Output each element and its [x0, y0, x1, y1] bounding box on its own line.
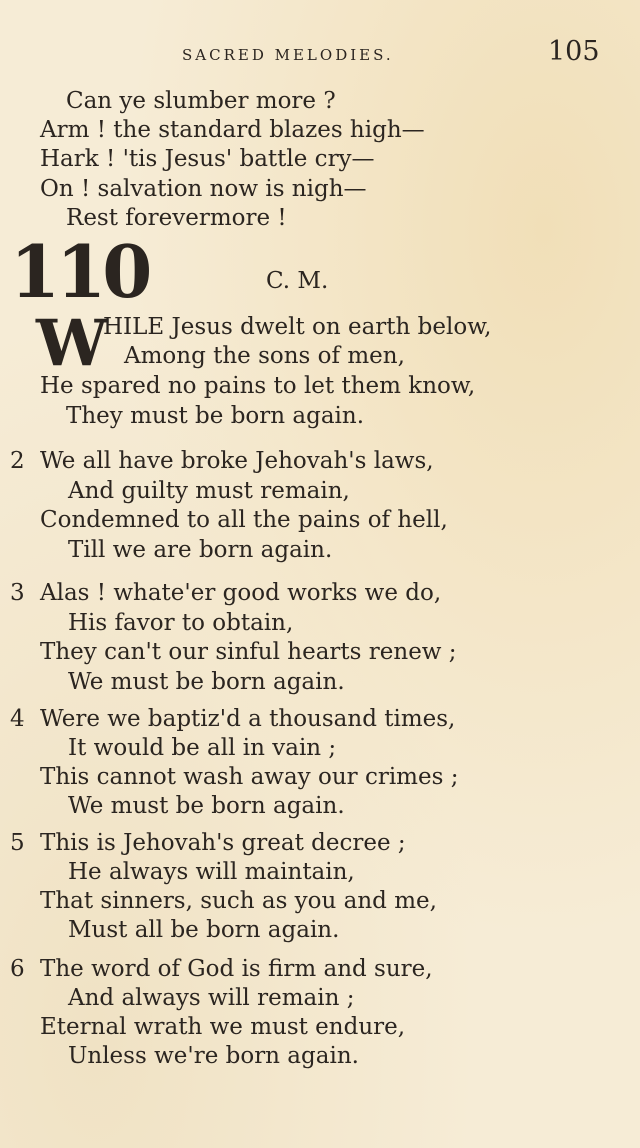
continuation-line: Rest forevermore !	[66, 205, 287, 231]
verse-line: Must all be born again.	[68, 917, 340, 943]
verse-number: 3	[10, 580, 25, 606]
continuation-line: Arm ! the standard blazes high—	[40, 117, 425, 143]
continuation-line: On ! salvation now is nigh—	[40, 176, 367, 202]
continuation-line: Hark ! 'tis Jesus' battle cry—	[40, 146, 375, 172]
verse-line: This cannot wash away our crimes ;	[40, 764, 459, 790]
verse-line: He always will maintain,	[68, 859, 355, 885]
continuation-line: Can ye slumber more ?	[66, 88, 336, 114]
page-number: 105	[548, 36, 600, 67]
verse-line: The word of God is firm and sure,	[40, 956, 433, 982]
verse-line: And guilty must remain,	[68, 478, 350, 504]
verse-line: Among the sons of men,	[124, 343, 405, 369]
verse-line: That sinners, such as you and me,	[40, 888, 437, 914]
verse-line: This is Jehovah's great decree ;	[40, 830, 406, 856]
verse-line: They must be born again.	[66, 403, 365, 429]
verse-line: It would be all in vain ;	[68, 735, 337, 761]
verse-line: We must be born again.	[68, 669, 345, 695]
verse-line: Eternal wrath we must endure,	[40, 1014, 406, 1040]
verse-line: Till we are born again.	[68, 537, 333, 563]
verse-line: He spared no pains to let them know,	[40, 373, 476, 399]
verse-number: 6	[10, 956, 25, 982]
verse-line: We all have broke Jehovah's laws,	[40, 448, 434, 474]
running-head: SACRED MELODIES.	[182, 46, 394, 64]
verse-line: Condemned to all the pains of hell,	[40, 507, 448, 533]
verse-line: His favor to obtain,	[68, 610, 294, 636]
verse-line: And always will remain ;	[68, 985, 355, 1011]
drop-cap: W	[36, 306, 108, 381]
verse-line: Alas ! whate'er good works we do,	[40, 580, 442, 606]
verse-line: HILE Jesus dwelt on earth below,	[103, 314, 492, 340]
hymn-meter: C. M.	[266, 268, 329, 294]
verse-number: 4	[10, 706, 25, 732]
verse-line: We must be born again.	[68, 793, 345, 819]
hymn-number: 110	[10, 229, 149, 314]
verse-line: Unless we're born again.	[68, 1043, 359, 1069]
verse-number: 5	[10, 830, 25, 856]
verse-line: Were we baptiz'd a thousand times,	[40, 706, 456, 732]
verse-number: 2	[10, 448, 25, 474]
verse-line: They can't our sinful hearts renew ;	[40, 639, 457, 665]
